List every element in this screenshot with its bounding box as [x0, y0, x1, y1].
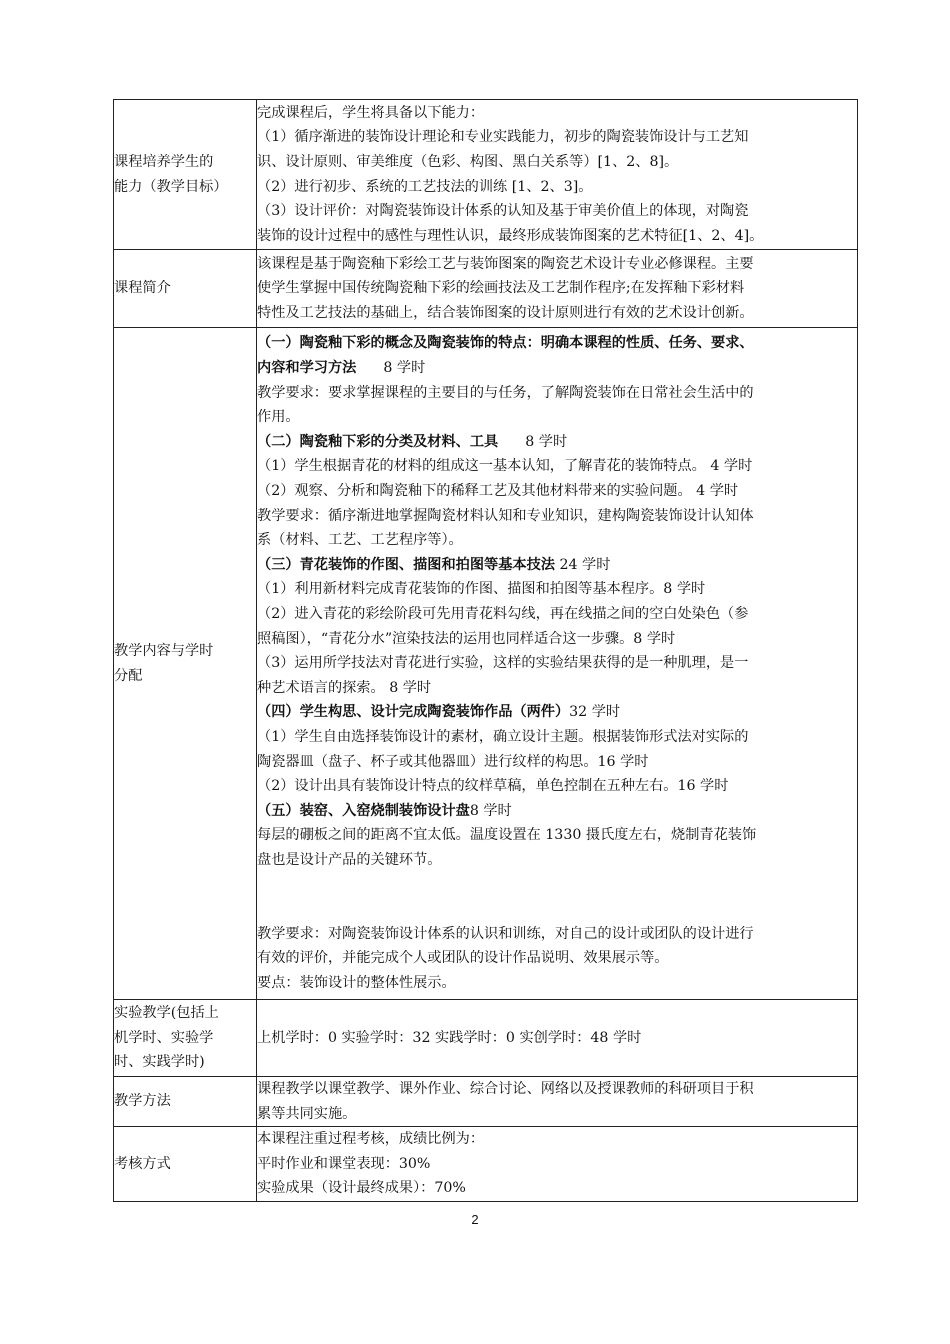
content-method: 课程教学以课堂教学、课外作业、综合讨论、网络以及授课教师的科研项目于积 累等共同实施。 [257, 1077, 858, 1127]
row-experiment [114, 1000, 858, 1077]
section-1-title: （一）陶瓷釉下彩的概念及陶瓷装饰的特点：明确本课程的性质、任务、要求、 [257, 335, 754, 352]
content-hours: （一）陶瓷釉下彩的概念及陶瓷装饰的特点：明确本课程的性质、任务、要求、 内容和学习方法 8 学时 教学要求：要求掌握课程的主要目的与任务，了解陶瓷装饰在日常社会生活中的 作用。 （二）陶瓷釉下彩的分类及材料、工具 8 学时 （1）学生根据青花的材料的组成这一基本认知，了解青花的装饰特点。 4 学时 （2）观察、分析和陶瓷釉下的稀释工艺及其他材料带来的实验问题。 4 学时 教学要求：循序渐进地掌握陶瓷材料认知和专业知识，建构陶瓷装饰设计认知体 系（材料、工艺、工艺程序等）。 （三）青花装饰的作图、描图和拍图等基本技法 24 学时 （1）利用新材料完成青花装饰的作图、描图和拍图等基本程序。8 学时 （2）进入青花的彩绘阶段可先用青花料勾线，再在线描之间的空白处染色（参 照稿图），“青花分水”渲染技法的运用也同样适合这一步骤。8 学时 （3）运用所学技法对青花进行实验，这样的实验结果获得的是一种肌理，是一 种艺术语言的探索。 8 学时 （四）学生构思、设计完成陶瓷装饰作品（两件）32 学时 （1）学生自由选择装饰设计的素材，确立设计主题。根据装饰形式法对实际的 陶瓷器皿（盘子、杯子或其他器皿）进行纹样的构思。16 学时 （2）设计出具有装饰设计特点的纹样草稿，单色控制在五种左右。16 学时 （五）装窑、入窑烧制装饰设计盘8 学时 每层的硼板之间的距离不宜太低。温度设置在 1330 摄氏度左右，烧制青花装饰 盘也是设计产品的关键环节。 教学要求：对陶瓷装饰设计体系的认识和训练，对自己的设计或团队的设计进行 有效的评价，并能完成个人或团队的设计作品说明、效果展示等。 要点：装饰设计的整体性展示。 [257, 328, 858, 1000]
section-5-title: （五）装窑、入窑烧制装饰设计盘 [257, 802, 470, 819]
label-experiment: 实验教学(包括上 机学时、实验学 时、实践学时) [114, 1000, 257, 1077]
section-3-title: （三）青花装饰的作图、描图和拍图等基本技法 [257, 556, 555, 573]
content-objectives: 完成课程后，学生将具备以下能力： （1）循序渐进的装饰设计理论和专业实践能力，初步的陶瓷装饰设计与工艺知 识、设计原则、审美维度（色彩、构图、黑白关系等）[1、2、8]。 （2）进行初步、系统的工艺技法的训练 [1、2、3]。 （3）设计评价：对陶瓷装饰设计体系的认知及基于审美价值上的体现，对陶瓷 装饰的设计过程中的感性与理性认识，最终形成装饰图案的艺术特征[1、2、4]。 [257, 100, 858, 250]
section-4-title: （四）学生构思、设计完成陶瓷装饰作品（两件） [257, 704, 570, 721]
label-method: 教学方法 [114, 1077, 257, 1127]
label-assessment: 考核方式 [114, 1127, 257, 1202]
row-intro [114, 250, 858, 328]
section-1-hours: 8 学时 [383, 360, 426, 377]
row-assessment [114, 1127, 858, 1202]
row-objectives [114, 100, 858, 250]
section-3-hours: 24 学时 [559, 556, 611, 573]
content-assessment: 本课程注重过程考核，成绩比例为： 平时作业和课堂表现：30% 实验成果（设计最终成果）：70% [257, 1127, 858, 1202]
course-info-table [113, 99, 858, 1202]
section-4-hours: 32 学时 [569, 704, 621, 721]
page-number: 2 [471, 1212, 479, 1227]
content-intro: 该课程是基于陶瓷釉下彩绘工艺与装饰图案的陶瓷艺术设计专业必修课程。主要 使学生掌握中国传统陶瓷釉下彩的绘画技法及工艺制作程序;在发挥釉下彩材料 特性及工艺技法的基础上，结合装饰图案的设计原则进行有效的艺术设计创新。 [257, 250, 858, 328]
row-method [114, 1077, 858, 1127]
course-table-sheet [113, 99, 857, 1202]
section-5-hours: 8 学时 [469, 802, 512, 819]
section-1-title-cont: 内容和学习方法 [257, 360, 357, 377]
section-2-hours: 8 学时 [525, 433, 568, 450]
label-objectives: 课程培养学生的 能力（教学目标） [114, 100, 257, 250]
label-content-hours: 教学内容与学时 分配 [114, 328, 257, 1000]
label-intro: 课程简介 [114, 250, 257, 328]
row-content-hours [114, 328, 858, 1000]
section-2-title: （二）陶瓷釉下彩的分类及材料、工具 [257, 433, 499, 450]
content-experiment: 上机学时：0 实验学时：32 实践学时：0 实创学时：48 学时 [257, 1000, 858, 1077]
